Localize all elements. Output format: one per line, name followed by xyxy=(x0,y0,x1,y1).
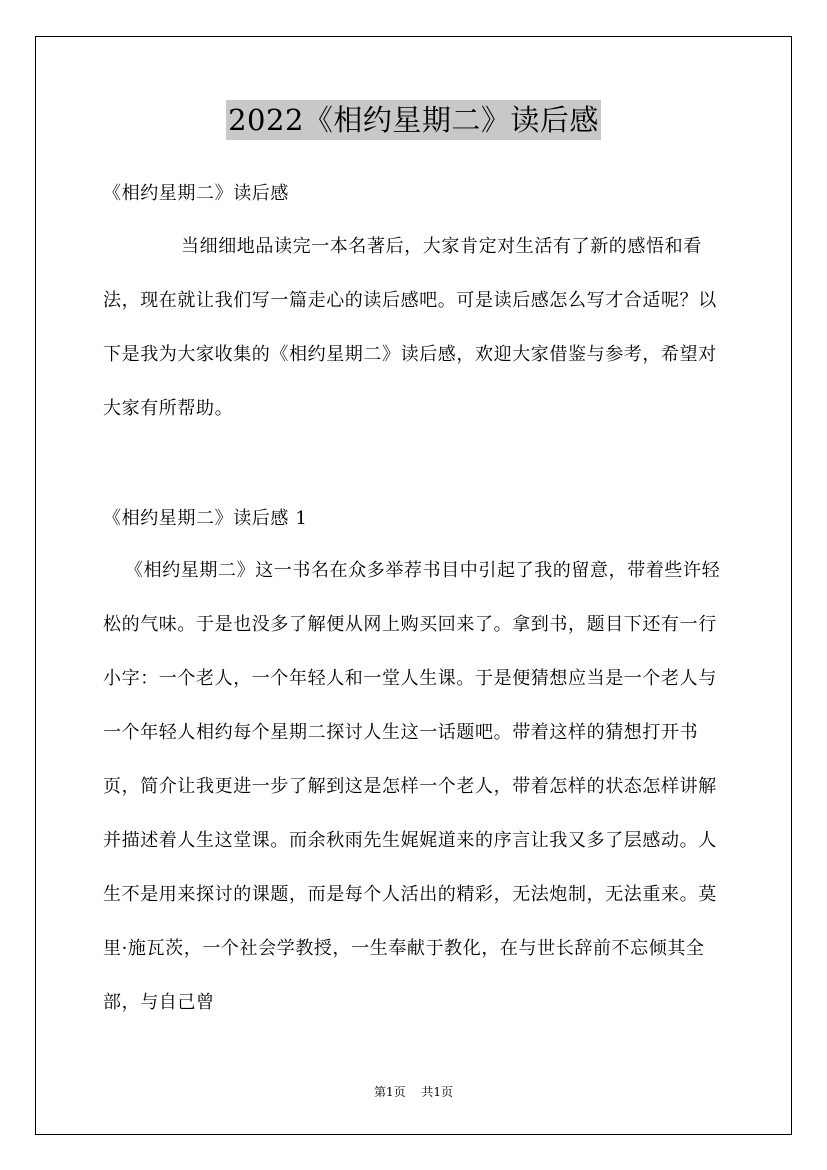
section-paragraph xyxy=(103,544,727,1030)
page-number-total: 共1页 xyxy=(421,1085,454,1099)
section-text: 《相约星期二》这一书名在众多举荐书目中引起了我的留意，带着些许轻松的气味。于是也没多了解便从网上购买回来了。拿到书，题目下还有一行小字：一个老人，一个年轻人和一堂人生课。于是便猜想应当是一个老人与一个年轻人相约每个星期二探讨人生这一话题吧。带着这样的猜想打开书页，简介让我更进一步了解到这是怎样一个老人，带着怎样的状态怎样讲解并描述着人生这堂课。而余秋雨先生娓娓道来的序言让我又多了层感动。人生不是用来探讨的课题，而是每个人活出的精彩，无法炮制，无法重来。莫里·施瓦茨，一个社会学教授，一生奉献于教化，在与世长辞前不忘倾其全部，与自己曾 xyxy=(103,560,721,1013)
intro-heading: 《相约星期二》读后感 xyxy=(103,183,289,204)
section-heading: 《相约星期二》读后感 1 xyxy=(103,508,308,529)
document-title: 2022《相约星期二》读后感 xyxy=(226,100,601,140)
page-footer xyxy=(0,1082,827,1102)
title-container xyxy=(0,100,827,140)
intro-text: 当细细地品读完一本名著后，大家肯定对生活有了新的感悟和看法，现在就让我们写一篇走心的读后感吧。可是读后感怎么写才合适呢？以下是我为大家收集的《相约星期二》读后感，欢迎大家借鉴与参考，希望对大家有所帮助。 xyxy=(103,236,717,419)
page-number-current: 第1页 xyxy=(373,1085,406,1099)
intro-paragraph xyxy=(103,220,727,436)
